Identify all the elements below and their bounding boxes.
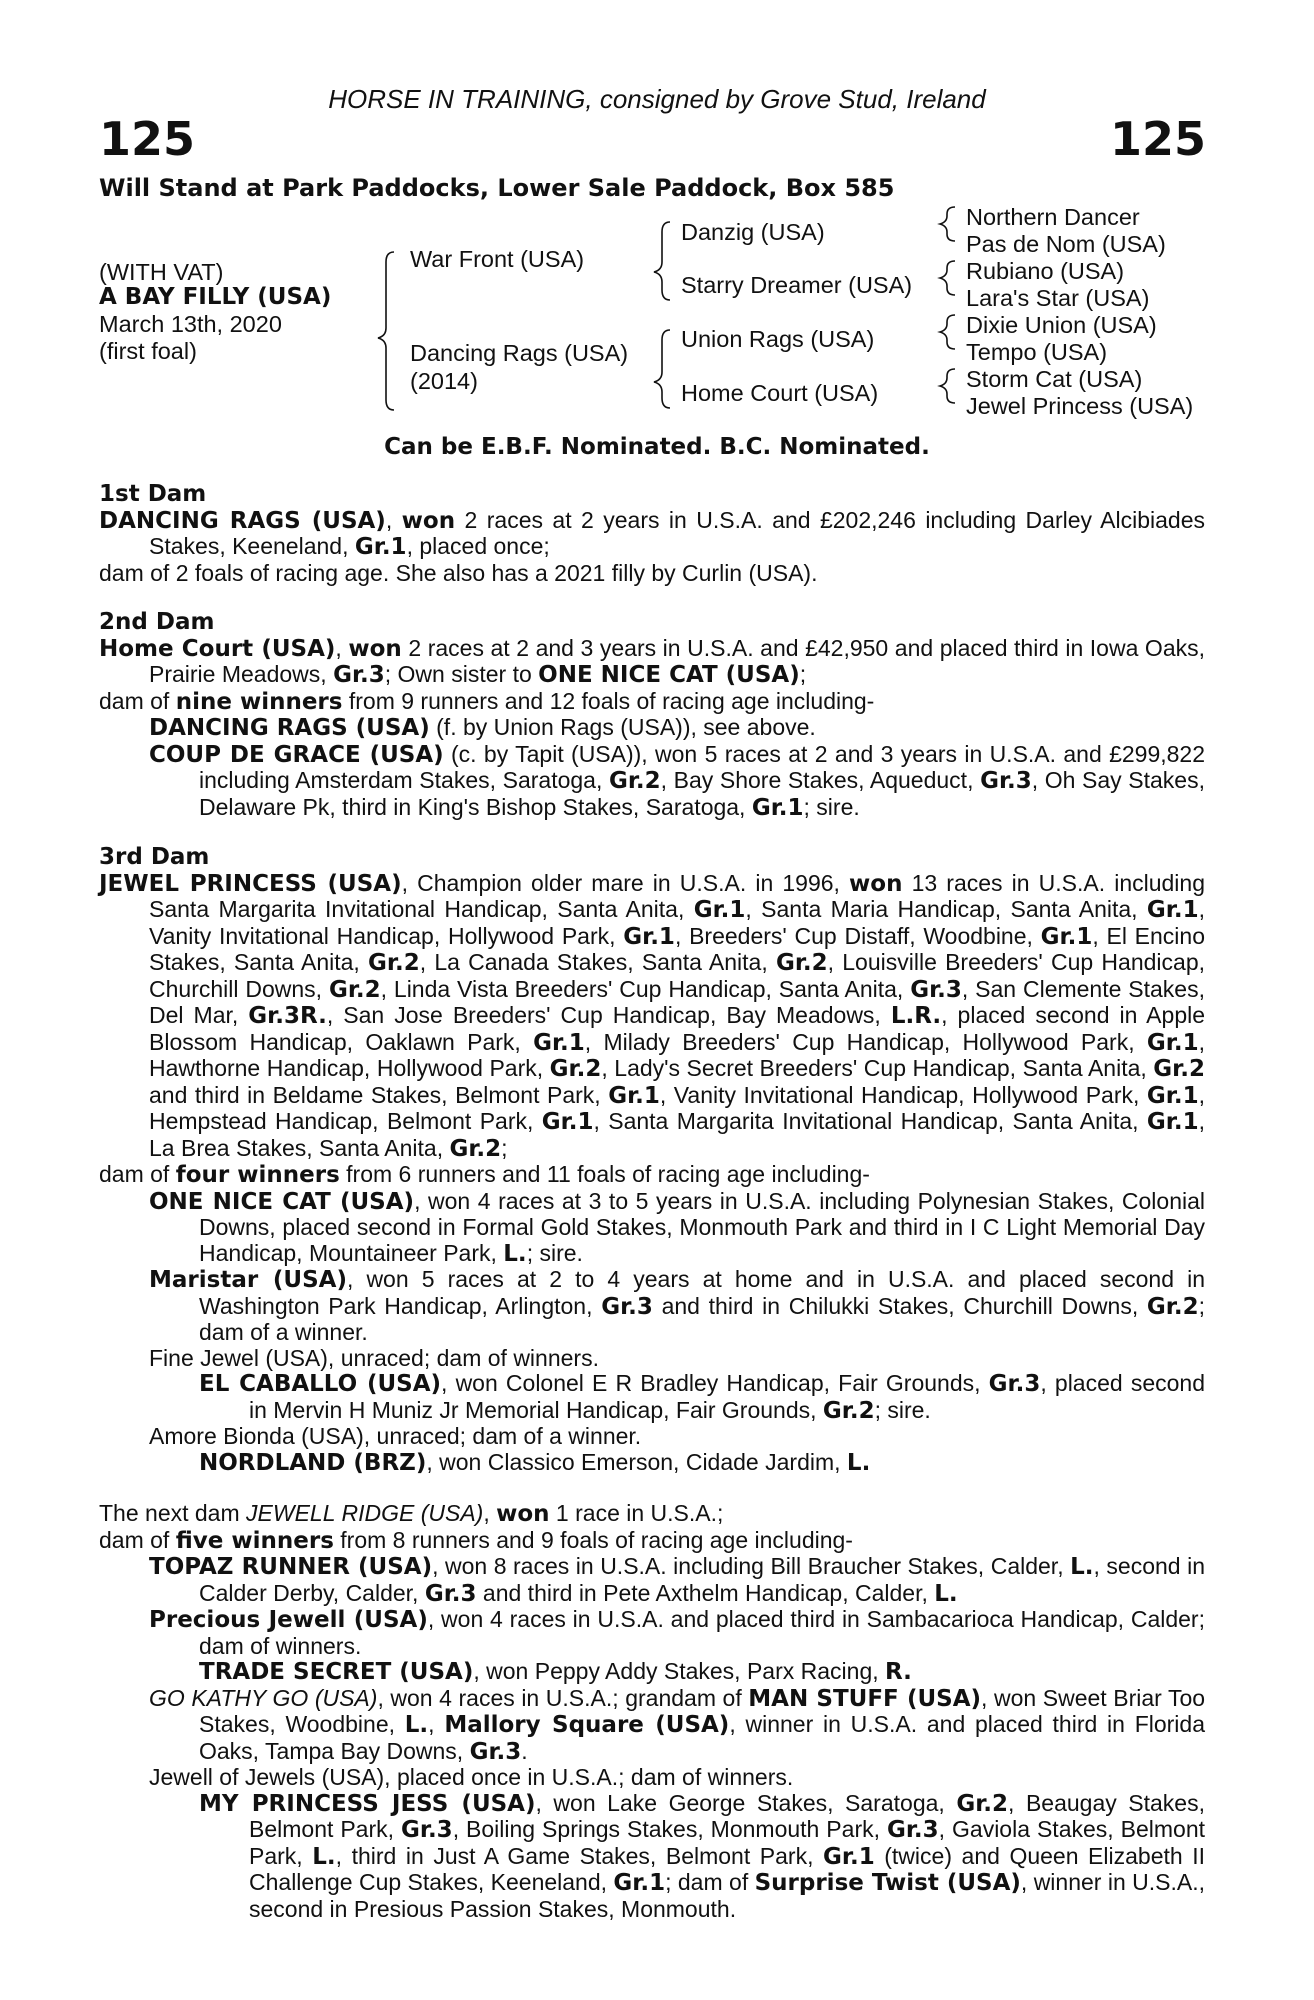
bold-run: five winners: [175, 1527, 334, 1554]
bold-run: Gr.1: [1146, 1109, 1199, 1135]
text-run: , Santa Margarita Invitational Handicap, Santa Anita,: [593, 1108, 1147, 1134]
text-run: , Bay Shore Stakes, Aqueduct,: [660, 767, 981, 793]
catalogue-body: [99, 482, 1205, 1922]
bold-run: Gr.3: [980, 768, 1032, 794]
text-run: , won Colonel E R Bradley Handicap, Fair Grounds,: [441, 1370, 989, 1396]
pedigree-entry: [99, 715, 1205, 742]
text-run: 2 races at 2 years in U.S.A. and £202,246 including Darley Alcibiades Stakes, Keeneland,: [149, 506, 1205, 559]
consignment-header: HORSE IN TRAINING, consigned by Grove Stud, Ireland: [328, 84, 986, 114]
pedigree-entry: [99, 508, 1205, 561]
text-run: , winner in U.S.A., second in Presious Passion Stakes, Monmouth.: [249, 1869, 1205, 1922]
bold-run: Gr.1: [541, 1109, 594, 1135]
text-run: , won Sweet Briar Too Stakes, Woodbine,: [199, 1684, 1206, 1737]
pedigree-entry: [99, 1267, 1205, 1346]
foaling-date: March 13th, 2020: [99, 311, 282, 337]
nominations: Can be E.B.F. Nominated. B.C. Nominated.: [384, 434, 930, 460]
pedigree-sss: Northern Dancer: [966, 204, 1140, 230]
bold-run: Gr.1: [354, 534, 407, 560]
bold-run: Gr.2: [549, 1056, 602, 1082]
lot-number-right: 125: [1109, 112, 1206, 166]
bold-run: four winners: [175, 1162, 340, 1188]
text-run: Jewell of Jewels (USA), placed once in U.S.A.; dam of winners.: [149, 1764, 794, 1790]
text-run: and third in Beldame Stakes, Belmont Park,: [149, 1081, 609, 1108]
bold-run: TRADE SECRET (USA): [199, 1659, 474, 1685]
pedigree-entry: [99, 1791, 1205, 1923]
text-run: , Breeders' Cup Distaff, Woodbine,: [674, 922, 1041, 949]
text-run: , won Lake George Stakes, Saratoga,: [535, 1789, 957, 1816]
text-run: The next dam: [99, 1500, 247, 1526]
text-run: ,: [385, 506, 402, 533]
lot-name: A BAY FILLY (USA): [99, 284, 332, 310]
text-run: , Vanity Invitational Handicap, Hollywood Park,: [149, 896, 1205, 949]
bold-run: Precious Jewell (USA): [149, 1607, 428, 1633]
bold-run: COUP DE GRACE (USA): [149, 741, 444, 768]
bold-run: L.: [404, 1712, 429, 1738]
text-run: , Santa Maria Handicap, Santa Anita,: [745, 896, 1147, 922]
pedigree-dds: Storm Cat (USA): [966, 366, 1143, 392]
pedigree-entry: [99, 742, 1205, 822]
text-run: ; sire.: [874, 1396, 931, 1423]
bold-run: Maristar (USA): [149, 1267, 347, 1293]
text-run: dam of: [99, 1526, 176, 1553]
italic-run: JEWELL RIDGE (USA): [246, 1500, 484, 1526]
text-run: ; sire.: [803, 793, 860, 820]
bold-run: Gr.3: [401, 1817, 453, 1843]
text-run: , Gaviola Stakes, Belmont Park,: [249, 1816, 1206, 1869]
bold-run: TOPAZ RUNNER (USA): [149, 1554, 433, 1580]
bold-run: Gr.3: [333, 662, 385, 688]
pedigree-entry: [99, 561, 1205, 587]
pedigree-dsd: Tempo (USA): [966, 339, 1108, 365]
text-run: ,: [335, 634, 349, 661]
pedigree-entry: [99, 1607, 1205, 1659]
bold-run: Gr.3: [601, 1293, 653, 1320]
pedigree-sds: Rubiano (USA): [966, 258, 1125, 284]
pedigree-entry: [99, 1424, 1205, 1450]
text-run: , won Classico Emerson, Cidade Jardim,: [426, 1448, 847, 1475]
text-run: , third in Just A Game Stakes, Belmont Park,: [335, 1842, 824, 1869]
bold-run: Gr.2: [328, 976, 381, 1003]
bold-run: MAN STUFF (USA): [748, 1685, 982, 1712]
bold-run: L.: [846, 1449, 871, 1476]
pedigree-sire-dam: Starry Dreamer (USA): [681, 272, 913, 298]
text-run: ; dam of a winner.: [199, 1292, 1205, 1345]
text-run: , Louisville Breeders' Cup Handicap, Churchill Downs,: [149, 949, 1205, 1002]
text-run: , second in Calder Derby, Calder,: [199, 1553, 1205, 1606]
text-run: , Beaugay Stakes, Belmont Park,: [249, 1789, 1205, 1842]
text-run: , Hempstead Handicap, Belmont Park,: [149, 1081, 1205, 1134]
pedigree-dss: Dixie Union (USA): [966, 312, 1157, 338]
bold-run: Gr.3: [424, 1580, 477, 1607]
text-run: (c. by Tapit (USA)), won 5 races at 2 and 3 years in U.S.A. and £299,822 including Amsterdam Stakes, Saratoga,: [199, 740, 1206, 793]
pedigree-entry: [99, 1189, 1205, 1268]
pedigree-entry: [99, 1450, 1205, 1477]
text-run: 2 races at 2 and 3 years in U.S.A. and £42,950 and placed third in Iowa Oaks, Prairie Meadows,: [149, 634, 1206, 687]
pedigree-entry: [99, 689, 1205, 716]
bold-run: nine winners: [175, 688, 343, 715]
pedigree-sdd: Lara's Star (USA): [966, 285, 1150, 311]
text-run: , El Encino Stakes, Santa Anita,: [149, 922, 1205, 975]
bold-run: L.: [312, 1843, 336, 1870]
bold-run: Gr.1: [608, 1082, 660, 1109]
text-run: , Vanity Invitational Handicap, Hollywood Park,: [659, 1081, 1147, 1108]
pedigree-entry: [99, 1659, 1205, 1686]
text-run: 13 races in U.S.A. including Santa Margarita Invitational Handicap, Santa Anita,: [149, 869, 1205, 922]
text-run: , won Peppy Addy Stakes, Parx Racing,: [473, 1658, 886, 1684]
section-heading: 3rd Dam: [99, 844, 210, 870]
bold-run: Gr.2: [449, 1135, 502, 1162]
bold-run: JEWEL PRINCESS (USA): [99, 870, 402, 897]
pedigree-entry: [99, 1346, 1205, 1372]
bold-run: Gr.1: [1146, 1029, 1199, 1056]
bold-run: Gr.2: [956, 1790, 1009, 1817]
text-run: ;: [799, 661, 807, 687]
bold-run: R.: [885, 1659, 912, 1685]
section-heading: 2nd Dam: [99, 609, 215, 635]
bold-run: Home Court (USA): [99, 635, 336, 662]
pedigree-dam-year: (2014): [410, 368, 478, 394]
bold-run: Gr.1: [1040, 923, 1093, 950]
bold-run: Gr.2: [822, 1397, 875, 1424]
bold-run: DANCING RAGS (USA): [99, 507, 386, 534]
bold-run: won: [401, 507, 456, 534]
pedigree-entry: [99, 1686, 1205, 1766]
bold-run: L.R.: [890, 1003, 942, 1029]
text-run: , winner in U.S.A. and placed third in Florida Oaks, Tampa Bay Downs,: [199, 1711, 1205, 1764]
bold-run: won: [849, 870, 903, 897]
text-run: and third in Chilukki Stakes, Churchill Downs,: [652, 1292, 1147, 1319]
vat-note: (WITH VAT): [99, 259, 224, 285]
bold-run: L.: [1070, 1554, 1094, 1580]
bold-run: NORDLAND (BRZ): [199, 1449, 427, 1476]
text-run: , won 4 races in U.S.A. and placed third in Sambacarioca Handicap, Calder; dam of winners.: [199, 1606, 1205, 1659]
pedigree-dam-sire: Union Rags (USA): [681, 326, 875, 352]
bold-run: L.: [503, 1240, 527, 1267]
text-run: , Boiling Springs Stakes, Monmouth Park,: [452, 1816, 887, 1842]
text-run: , Linda Vista Breeders' Cup Handicap, Santa Anita,: [380, 975, 911, 1002]
text-run: ; dam of: [665, 1869, 755, 1895]
section-gap: [99, 1476, 1205, 1501]
text-run: (f. by Union Rags (USA)), see above.: [429, 714, 816, 740]
bold-run: Gr.1: [623, 923, 675, 950]
text-run: , Champion older mare in U.S.A. in 1996,: [401, 869, 850, 896]
text-run: ; Own sister to: [384, 661, 539, 687]
text-run: Amore Bionda (USA), unraced; dam of a winner.: [149, 1423, 642, 1449]
text-run: from 6 runners and 11 foals of racing age including-: [339, 1161, 870, 1187]
bold-run: Gr.1: [613, 1870, 666, 1896]
text-run: ;: [501, 1134, 508, 1161]
text-run: , La Brea Stakes, Santa Anita,: [149, 1108, 1205, 1161]
bold-run: Gr.1: [1146, 1082, 1199, 1109]
pedigree-entry: [99, 871, 1205, 1163]
pedigree-entry: [99, 1765, 1205, 1791]
lot-number-left: 125: [99, 112, 196, 166]
pedigree-entry: [99, 1371, 1205, 1424]
pedigree-entry: [99, 1162, 1205, 1189]
bold-run: won: [348, 635, 402, 662]
text-run: and third in Pete Axthelm Handicap, Calder,: [476, 1579, 935, 1606]
text-run: from 9 runners and 12 foals of racing age including-: [342, 687, 875, 714]
text-run: , San Jose Breeders' Cup Handicap, Bay Meadows,: [326, 1002, 891, 1028]
bold-run: MY PRINCESS JESS (USA): [199, 1790, 536, 1817]
italic-run: GO KATHY GO (USA): [149, 1684, 378, 1711]
bold-run: L.: [934, 1580, 958, 1607]
pedigree-ssd: Pas de Nom (USA): [966, 231, 1166, 257]
text-run: , won 4 races at 3 to 5 years in U.S.A. including Polynesian Stakes, Colonial Downs, placed second in Formal Gold Stakes, Monmouth Park and third in I C Light Memorial Day Handicap, Mountaineer Park,: [199, 1187, 1205, 1266]
bold-run: Gr.2: [368, 950, 420, 976]
text-run: , San Clemente Stakes, Del Mar,: [149, 975, 1205, 1028]
bold-run: Gr.3: [886, 1817, 939, 1843]
bold-run: ONE NICE CAT (USA): [538, 662, 800, 688]
bold-run: Gr.2: [1153, 1056, 1205, 1082]
pedigree-ddd: Jewel Princess (USA): [966, 393, 1194, 419]
pedigree-sire: War Front (USA): [410, 246, 585, 272]
text-run: Fine Jewel (USA), unraced; dam of winners.: [149, 1344, 599, 1371]
pedigree-dam: Dancing Rags (USA): [410, 340, 629, 366]
text-run: , Milady Breeders' Cup Handicap, Hollywood Park,: [584, 1028, 1147, 1055]
text-run: dam of 2 foals of racing age. She also has a 2021 filly by Curlin (USA).: [99, 559, 818, 586]
pedigree-dam-dam: Home Court (USA): [681, 380, 879, 406]
text-run: .: [521, 1737, 528, 1764]
text-run: , placed second in Apple Blossom Handicap, Oaklawn Park,: [149, 1002, 1206, 1055]
section-heading: 1st Dam: [99, 481, 207, 507]
bold-run: Mallory Square (USA): [444, 1712, 730, 1738]
bold-run: Gr.1: [693, 897, 746, 923]
text-run: (twice) and Queen Elizabeth II Challenge Cup Stakes, Keeneland,: [249, 1842, 1206, 1895]
pedigree-entry: [99, 1528, 1205, 1555]
text-run: dam of: [99, 687, 176, 714]
pedigree-entry: [99, 636, 1205, 689]
text-run: ,: [428, 1711, 445, 1737]
bold-run: won: [496, 1501, 550, 1527]
text-run: , won 8 races in U.S.A. including Bill Braucher Stakes, Calder,: [432, 1553, 1071, 1579]
bold-run: Gr.1: [1146, 897, 1199, 923]
bold-run: Gr.2: [775, 950, 828, 976]
bold-run: EL CABALLO (USA): [199, 1371, 442, 1397]
pedigree-sire-sire: Danzig (USA): [681, 219, 825, 245]
text-run: 1 race in U.S.A.;: [549, 1500, 724, 1526]
text-run: , Oh Say Stakes, Delaware Pk, third in King's Bishop Stakes, Saratoga,: [199, 767, 1205, 820]
text-run: , won 4 races in U.S.A.; grandam of: [377, 1684, 749, 1711]
text-run: from 8 runners and 9 foals of racing age including-: [333, 1526, 853, 1553]
bold-run: Gr.1: [823, 1843, 875, 1870]
bold-run: ONE NICE CAT (USA): [149, 1188, 415, 1215]
bold-run: Gr.3: [988, 1371, 1041, 1397]
text-run: dam of: [99, 1161, 176, 1187]
text-run: , La Canada Stakes, Santa Anita,: [419, 949, 776, 975]
bold-run: Gr.3R.: [248, 1003, 327, 1029]
text-run: , placed once;: [406, 533, 550, 559]
stand-location: Will Stand at Park Paddocks, Lower Sale Paddock, Box 585: [99, 174, 895, 202]
bold-run: Gr.1: [751, 794, 804, 821]
bold-run: Surprise Twist (USA): [754, 1870, 1021, 1896]
text-run: ,: [483, 1500, 497, 1526]
bold-run: DANCING RAGS (USA): [149, 715, 430, 741]
text-run: ; sire.: [526, 1239, 583, 1266]
bold-run: Gr.3: [469, 1738, 522, 1765]
foal-note: (first foal): [99, 338, 197, 364]
bold-run: Gr.1: [533, 1029, 585, 1056]
text-run: , Lady's Secret Breeders' Cup Handicap, Santa Anita,: [601, 1055, 1154, 1081]
text-run: , placed second in Mervin H Muniz Jr Memorial Handicap, Fair Grounds,: [249, 1370, 1205, 1423]
text-run: , Hawthorne Handicap, Hollywood Park,: [149, 1028, 1205, 1081]
text-run: , won 5 races at 2 to 4 years at home and in U.S.A. and placed second in Washington Park Handicap, Arlington,: [199, 1266, 1206, 1319]
bold-run: Gr.3: [910, 976, 962, 1003]
bold-run: Gr.2: [1146, 1293, 1199, 1320]
bold-run: Gr.2: [608, 768, 661, 794]
pedigree-entry: [99, 1501, 1205, 1528]
pedigree-entry: [99, 1554, 1205, 1607]
